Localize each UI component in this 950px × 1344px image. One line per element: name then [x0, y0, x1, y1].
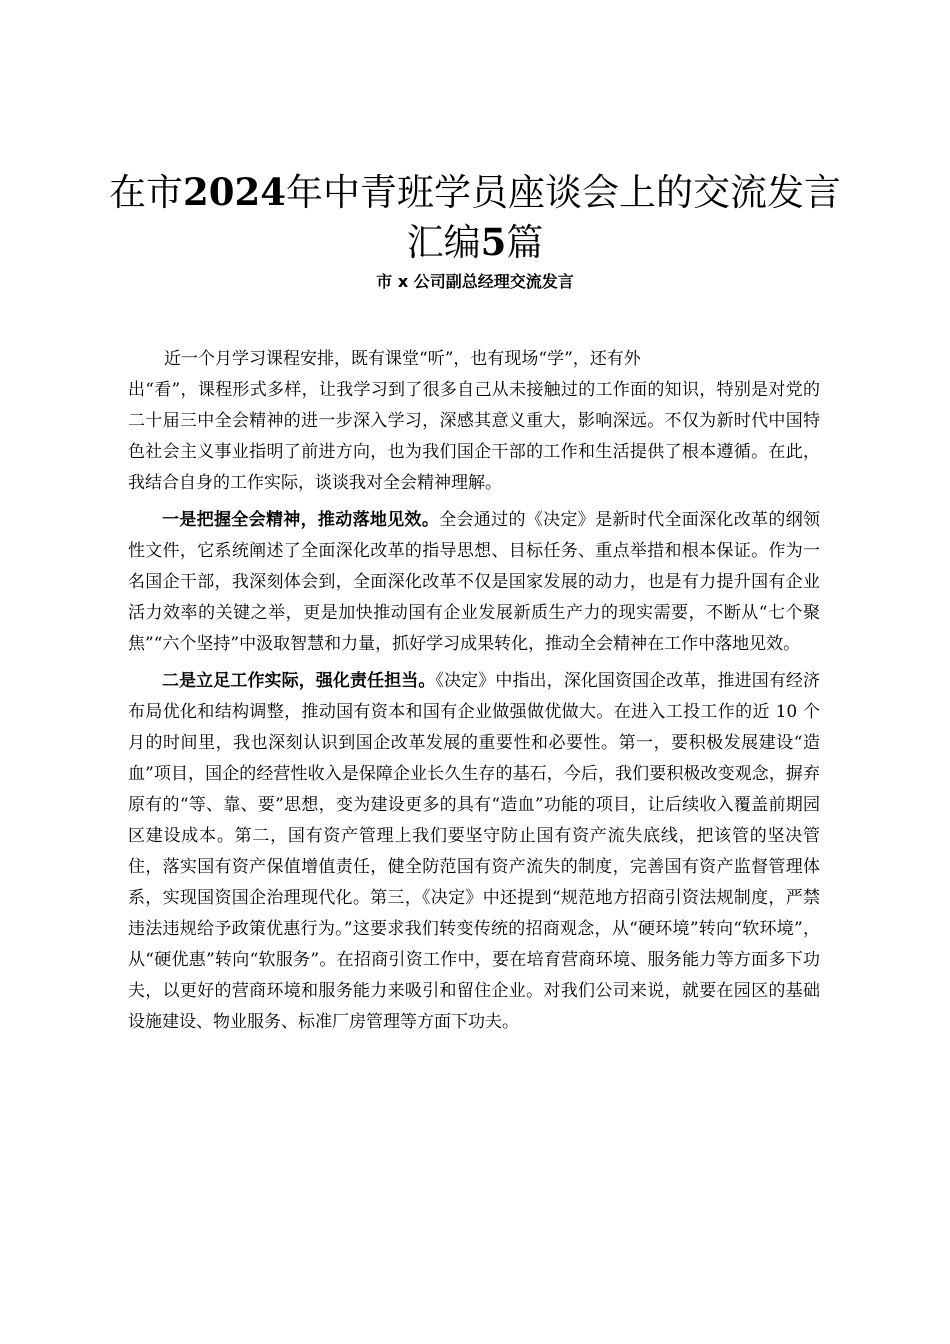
title-text-4: 篇 [506, 221, 544, 264]
title-text-3: 汇编 [406, 221, 481, 264]
section-2-paragraph [128, 666, 820, 1038]
section-1-lead: 一是把握全会精神，推动落地见效。 [162, 510, 440, 530]
section-2-lead: 二是立足工作实际，强化责任担当。 [162, 671, 436, 691]
title-text-1: 在市 [109, 171, 183, 214]
title-year: 2024 [183, 170, 286, 214]
document-title-line-1 [100, 170, 850, 215]
intro-rest: 出“看”，课程形式多样，让我学习到了很多自己从未接触过的工作面的知识，特别是对党的二十届三中全会精神的进一步深入学习，深感其意义重大，影响深远。不仅为新时代中国特色社会主义事业指明了前进方向，也为我们国企干部的工作和生活提供了根本遵循。在此，我结合自身的工作实际，谈谈我对全会精神理解。 [128, 380, 820, 493]
intro-first-line: 近一个月学习课程安排，既有课堂“听”，也有现场“学”，还有外 [164, 349, 641, 369]
title-count: 5 [480, 220, 507, 264]
document-title-line-2 [100, 220, 850, 265]
section-1-text: 全会通过的《决定》是新时代全面深化改革的纲领性文件，它系统阐述了全面深化改革的指导思想、目标任务、重点举措和根本保证。作为一名国企干部，我深刻体会到，全面深化改革不仅是国家发展的动力，也是有力提升国有企业活力效率的关键之举，更是加快推动国有企业发展新质生产力的现实需要，不断从“七个聚焦”“六个坚持”中汲取智慧和力量，抓好学习成果转化，推动全会精神在工作中落地见效。 [128, 510, 821, 654]
document-body [128, 344, 820, 1044]
section-1-paragraph [128, 505, 820, 660]
title-text-2: 年中青班学员座谈会上的交流发言 [285, 171, 841, 214]
intro-paragraph [128, 344, 820, 499]
section-2-text: 《决定》中指出，深化国资国企改革，推进国有经济布局优化和结构调整，推动国有资本和国有企业做强做优做大。在进入工投工作的近 10 个月的时间里，我也深刻认识到国企改革发展的重要性和必要性。第一，要积极发展建设“造血”项目，国企的经营性收入是保障企业长久生存的基石，今后，我们要积极改变观念，摒弃原有的“等、靠、要”思想，变为建设更多的具有“造血”功能的项目，让后续收入覆盖前期园区建设成本。第二，国有资产管理上我们要坚守防止国有资产流失底线，把该管的坚决管住，落实国有资产保值增值责任，健全防范国有资产流失的制度，完善国有资产监督管理体系，实现国资国企治理现代化。第三，《决定》中还提到“规范地方招商引资法规制度，严禁违法违规给予政策优惠行为。”这要求我们转变传统的招商观念，从“硬环境”转向“软环境”，从“硬优惠”转向“软服务”。在招商引资工作中，要在培育营商环境、服务能力等方面多下功夫，以更好的营商环境和服务能力来吸引和留住企业。对我们公司来说，就要在园区的基础设施建设、物业服务、标准厂房管理等方面下功夫。 [128, 671, 821, 1032]
document-subtitle: 市 x 公司副总经理交流发言 [376, 272, 574, 291]
